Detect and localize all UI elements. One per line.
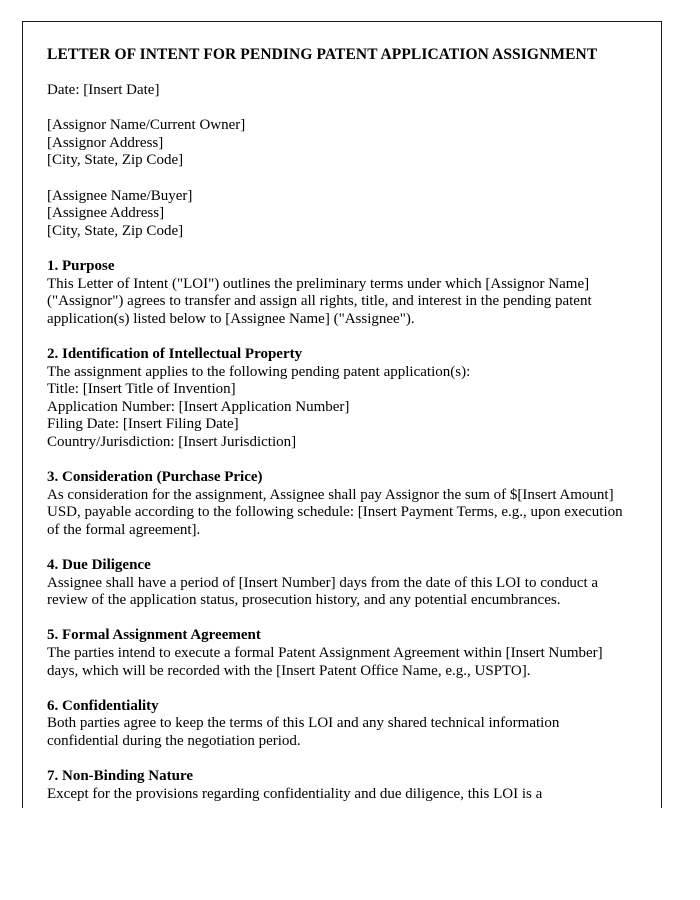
document-title: LETTER OF INTENT FOR PENDING PATENT APPLICATION ASSIGNMENT [47, 46, 598, 63]
section-intro: The assignment applies to the following pending patent application(s): [47, 363, 471, 380]
section-due-diligence [47, 557, 637, 610]
ip-field-filing-date: Filing Date: [Insert Filing Date] [47, 416, 239, 433]
assignee-name: [Assignee Name/Buyer] [47, 187, 193, 204]
assignee-city-state-zip: [City, State, Zip Code] [47, 222, 184, 239]
spacer [47, 680, 637, 698]
section-heading: 4. Due Diligence [47, 557, 151, 574]
ip-field-application-number: Application Number: [Insert Application Number] [47, 398, 350, 415]
section-formal-assignment-agreement [47, 627, 637, 680]
section-body: As consideration for the assignment, Assignee shall pay Assignor the sum of $[Insert Amount] USD, payable according to the following schedule: [Insert Payment Terms, e.g., upon execution of the formal agreement]. [47, 486, 623, 538]
spacer [47, 751, 637, 769]
assignor-address: [Assignor Address] [47, 134, 164, 151]
ip-field-country-jurisdiction: Country/Jurisdiction: [Insert Jurisdiction] [47, 433, 297, 450]
spacer [47, 539, 637, 557]
assignee-address: [Assignee Address] [47, 205, 165, 222]
section-confidentiality [47, 698, 637, 751]
section-identification-of-ip [47, 346, 637, 452]
spacer [47, 170, 637, 188]
section-body: Both parties agree to keep the terms of this LOI and any shared technical information confidential during the negotiation period. [47, 715, 560, 749]
section-heading: 2. Identification of Intellectual Property [47, 345, 303, 362]
section-body: This Letter of Intent ("LOI") outlines the preliminary terms under which [Assignor Name] ("Assignor") agrees to transfer and assign all rights, title, and interest in the pending patent application(s) listed below to [Assignee Name] ("Assignee"). [47, 275, 592, 327]
assignor-city-state-zip: [City, State, Zip Code] [47, 152, 184, 169]
date-line: Date: [Insert Date] [47, 82, 160, 98]
assignor-address-block [47, 117, 637, 170]
assignor-name: [Assignor Name/Current Owner] [47, 117, 246, 134]
section-heading: 6. Confidentiality [47, 697, 159, 714]
section-consideration [47, 469, 637, 539]
section-heading: 5. Formal Assignment Agreement [47, 627, 261, 644]
ip-field-title: Title: [Insert Title of Invention] [47, 381, 236, 398]
section-body: Assignee shall have a period of [Insert Number] days from the date of this LOI to conduct a review of the application status, prosecution history, and any potential encumbrances. [47, 574, 599, 609]
section-heading: 3. Consideration (Purchase Price) [47, 469, 263, 486]
assignee-address-block [47, 188, 637, 241]
ip-fields [47, 381, 637, 451]
spacer [47, 451, 637, 469]
document-content [23, 22, 661, 803]
section-body: The parties intend to execute a formal Patent Assignment Agreement within [Insert Number] days, which will be recorded with the [Insert Patent Office Name, e.g., USPTO]. [47, 645, 603, 679]
spacer [47, 240, 637, 258]
section-heading: 1. Purpose [47, 257, 115, 274]
section-non-binding-nature [47, 768, 637, 803]
section-purpose [47, 258, 637, 328]
spacer [47, 100, 637, 118]
spacer [47, 610, 637, 628]
document-page [22, 21, 662, 808]
section-body: Except for the provisions regarding confidentiality and due diligence, this LOI is a [47, 785, 543, 802]
spacer [47, 328, 637, 346]
section-heading: 7. Non-Binding Nature [47, 768, 194, 785]
